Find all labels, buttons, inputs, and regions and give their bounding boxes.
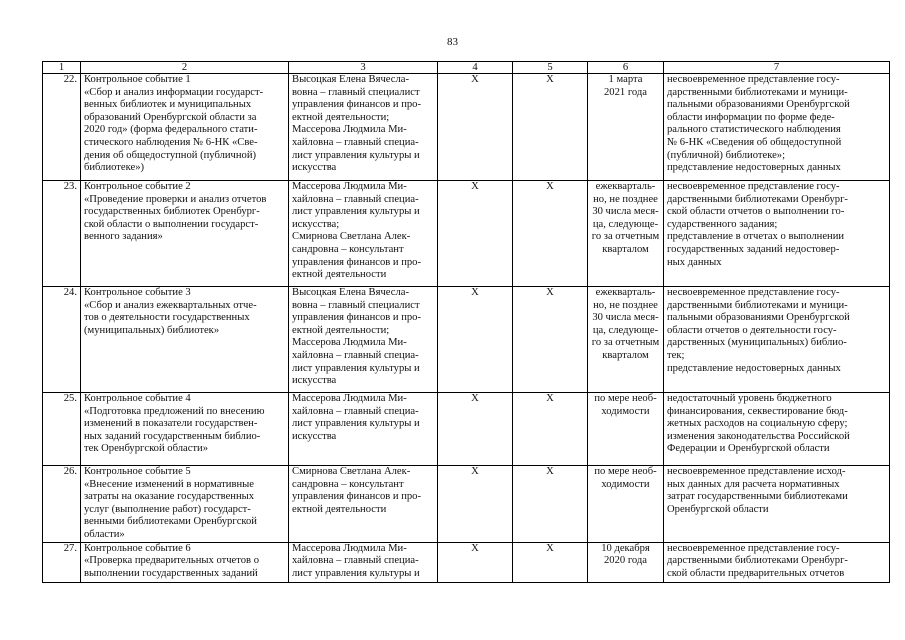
table-row <box>43 181 890 287</box>
responsible-text-line: Массерова Людмила Ми- <box>292 337 407 349</box>
event-text-line: услуг (выполнение работ) государст- <box>84 503 251 515</box>
event-cell <box>81 287 289 393</box>
col4-mark: Х <box>438 466 513 543</box>
risk-text-line: несвоевременное представление госу- <box>667 542 840 554</box>
event-text-line: «Подготовка предложений по внесению <box>84 405 265 417</box>
risk-text-line: рального статистического наблюдения <box>667 124 841 136</box>
event-text-line: Контрольное событие 1 <box>84 74 191 85</box>
responsible-text-line: вовна – главный специалист <box>292 86 420 98</box>
deadline-text-line: 30 числа меся- <box>592 206 659 218</box>
risk-cell <box>664 542 890 582</box>
deadline-cell <box>588 393 664 466</box>
event-text-line: стического наблюдения № 6-НК «Све- <box>84 136 258 148</box>
deadline-cell <box>588 466 664 543</box>
event-text-line: области» <box>84 528 125 540</box>
responsible-text-line: ектной деятельности <box>292 269 387 281</box>
responsible-cell <box>289 393 438 466</box>
risk-text-line: несвоевременное представление госу- <box>667 287 840 298</box>
header-cell: 7 <box>664 62 890 74</box>
deadline-text-line: 2020 года <box>603 555 647 567</box>
risk-text-line: тек; <box>667 349 685 361</box>
event-text-line: венного задания» <box>84 231 163 243</box>
event-text-line: (муниципальных) библиотек» <box>84 324 220 336</box>
risk-text-line: изменения законодательства Российской <box>667 430 850 442</box>
risk-text-line: ской области отчетов о выполнении го- <box>667 206 845 218</box>
deadline-text-line: 2021 года <box>603 86 647 98</box>
header-cell: 1 <box>43 62 81 74</box>
risk-text-line: ской области предварительных отчетов <box>667 567 845 579</box>
col4-mark: Х <box>438 542 513 582</box>
responsible-text-line: хайловна – главный специа- <box>292 349 419 361</box>
risk-text-line: ных данных <box>667 256 722 268</box>
risk-text-line: жетных расходов на социальную сферу; <box>667 418 848 430</box>
responsible-text-line: Массерова Людмила Ми- <box>292 393 407 404</box>
header-cell: 5 <box>513 62 588 74</box>
event-text-line: «Проверка предварительных отчетов о <box>84 555 259 567</box>
event-cell <box>81 542 289 582</box>
row-number: 24. <box>43 287 81 393</box>
col4-mark: Х <box>438 287 513 393</box>
risk-text-line: дарственными библиотеками и муници- <box>667 299 848 311</box>
risk-text-line: представление недостоверных данных <box>667 162 841 174</box>
responsible-text-line: искусства <box>292 430 337 442</box>
event-text-line: «Внесение изменений в нормативные <box>84 478 254 490</box>
deadline-text-line: ежекварталь- <box>595 287 656 298</box>
deadline-text-line: 1 марта <box>608 74 643 85</box>
risk-cell <box>664 181 890 287</box>
risk-cell <box>664 287 890 393</box>
risk-text-line: области информации по форме феде- <box>667 111 835 123</box>
responsible-text-line: лист управления культуры и <box>292 149 420 161</box>
header-cell: 4 <box>438 62 513 74</box>
risk-text-line: государственных заданий недостовер- <box>667 243 840 255</box>
col5-mark: Х <box>513 393 588 466</box>
risk-text-line: Оренбургской области <box>667 503 769 515</box>
risk-text-line: дарственных (муниципальных) библио- <box>667 337 847 349</box>
responsible-text-line: сандровна – консультант <box>292 243 404 255</box>
responsible-text-line: Массерова Людмила Ми- <box>292 542 407 554</box>
event-text-line: библиотеке») <box>84 162 145 174</box>
deadline-text-line: ежекварталь- <box>595 181 656 192</box>
event-text-line: тов о деятельности государственных <box>84 312 250 324</box>
table-row <box>43 466 890 543</box>
event-text-line: 2020 год» (форма федерального стати- <box>84 124 258 136</box>
deadline-text-line: но, не позднее <box>593 299 658 311</box>
responsible-text-line: Массерова Людмила Ми- <box>292 181 407 192</box>
event-text-line: тек Оренбургской области» <box>84 443 209 455</box>
deadline-text-line: 30 числа меся- <box>592 312 659 324</box>
responsible-cell <box>289 74 438 181</box>
risk-text-line: затрат государственными библиотеками <box>667 491 848 503</box>
risk-cell <box>664 74 890 181</box>
header-cell: 3 <box>289 62 438 74</box>
event-cell <box>81 393 289 466</box>
deadline-cell <box>588 287 664 393</box>
responsible-cell <box>289 466 438 543</box>
table-row <box>43 287 890 393</box>
risk-text-line: сударственного задания; <box>667 218 778 230</box>
risk-text-line: (публичной) библиотеке»; <box>667 149 786 161</box>
event-text-line: дения об общедоступной (публичной) <box>84 149 257 161</box>
risk-text-line: ных данных для расчета нормативных <box>667 478 840 490</box>
deadline-cell <box>588 542 664 582</box>
risk-text-line: пальными образованиями Оренбургской <box>667 99 850 111</box>
col5-mark: Х <box>513 287 588 393</box>
responsible-text-line: Массерова Людмила Ми- <box>292 124 407 136</box>
event-text-line: венными библиотеками Оренбургской <box>84 516 257 528</box>
risk-text-line: финансирования, секвестирование бюд- <box>667 405 848 417</box>
risk-text-line: недостаточный уровень бюджетного <box>667 393 832 404</box>
deadline-text-line: по мере необ- <box>594 393 657 404</box>
risk-cell <box>664 466 890 543</box>
responsible-text-line: управления финансов и про- <box>292 256 422 268</box>
deadline-text-line: ца, следующе- <box>592 324 659 336</box>
deadline-text-line: ца, следующе- <box>592 218 659 230</box>
responsible-text-line: хайловна – главный специа- <box>292 193 419 205</box>
table-row <box>43 542 890 582</box>
responsible-text-line: управления финансов и про- <box>292 312 422 324</box>
event-text-line: выполнении государственных заданий <box>84 567 258 579</box>
deadline-cell <box>588 74 664 181</box>
row-number: 23. <box>43 181 81 287</box>
responsible-text-line: ектной деятельности <box>292 503 387 515</box>
responsible-text-line: хайловна – главный специа- <box>292 555 419 567</box>
event-text-line: ской области о выполнении государст- <box>84 218 259 230</box>
risk-text-line: дарственными библиотеками Оренбург- <box>667 555 848 567</box>
event-text-line: Контрольное событие 3 <box>84 287 191 298</box>
risk-cell <box>664 393 890 466</box>
deadline-text-line: кварталом <box>602 349 649 361</box>
responsible-text-line: искусства <box>292 375 337 387</box>
event-text-line: Контрольное событие 5 <box>84 466 191 477</box>
risk-text-line: дарственными библиотеками и муници- <box>667 86 848 98</box>
risk-text-line: несвоевременное представление госу- <box>667 74 840 85</box>
deadline-text-line: кварталом <box>602 243 649 255</box>
responsible-text-line: вовна – главный специалист <box>292 299 420 311</box>
deadline-text-line: по мере необ- <box>594 466 657 477</box>
event-cell <box>81 181 289 287</box>
event-cell <box>81 74 289 181</box>
responsible-text-line: хайловна – главный специа- <box>292 405 419 417</box>
row-number: 26. <box>43 466 81 543</box>
responsible-text-line: Смирнова Светлана Алек- <box>292 231 411 243</box>
responsible-cell <box>289 287 438 393</box>
responsible-text-line: сандровна – консультант <box>292 478 404 490</box>
control-events-table <box>42 61 890 583</box>
risk-text-line: представление недостоверных данных <box>667 362 841 374</box>
risk-text-line: представление в отчетах о выполнении <box>667 231 845 243</box>
deadline-text-line: но, не позднее <box>593 193 658 205</box>
deadline-text-line: го за отчетным <box>591 231 660 243</box>
col5-mark: Х <box>513 74 588 181</box>
responsible-text-line: хайловна – главный специа- <box>292 136 419 148</box>
table-row <box>43 393 890 466</box>
responsible-text-line: Высоцкая Елена Вячесла- <box>292 287 409 298</box>
row-number: 25. <box>43 393 81 466</box>
risk-text-line: области отчетов о деятельности госу- <box>667 324 837 336</box>
responsible-cell <box>289 542 438 582</box>
event-text-line: затраты на оказание государственных <box>84 491 255 503</box>
responsible-text-line: управления финансов и про- <box>292 99 422 111</box>
event-text-line: ных заданий государственным библио- <box>84 430 261 442</box>
event-text-line: «Сбор и анализ информации государст- <box>84 86 264 98</box>
header-row <box>43 62 890 74</box>
col5-mark: Х <box>513 466 588 543</box>
responsible-text-line: ектной деятельности; <box>292 111 390 123</box>
responsible-text-line: ектной деятельности; <box>292 324 390 336</box>
event-text-line: изменений в показатели государствен- <box>84 418 258 430</box>
responsible-text-line: лист управления культуры и <box>292 418 420 430</box>
deadline-cell <box>588 181 664 287</box>
deadline-text-line: ходимости <box>601 478 650 490</box>
event-text-line: Контрольное событие 4 <box>84 393 191 404</box>
responsible-text-line: лист управления культуры и <box>292 567 420 579</box>
row-number: 22. <box>43 74 81 181</box>
event-cell <box>81 466 289 543</box>
event-text-line: Контрольное событие 6 <box>84 542 191 554</box>
event-text-line: «Сбор и анализ ежеквартальных отче- <box>84 299 257 311</box>
deadline-text-line: го за отчетным <box>591 337 660 349</box>
deadline-text-line: ходимости <box>601 405 650 417</box>
col4-mark: Х <box>438 393 513 466</box>
risk-text-line: № 6-НК «Сведения об общедоступной <box>667 136 842 148</box>
row-number: 27. <box>43 542 81 582</box>
responsible-cell <box>289 181 438 287</box>
responsible-text-line: Высоцкая Елена Вячесла- <box>292 74 409 85</box>
event-text-line: образований Оренбургской области за <box>84 111 257 123</box>
event-text-line: государственных библиотек Оренбург- <box>84 206 260 218</box>
responsible-text-line: Смирнова Светлана Алек- <box>292 466 411 477</box>
risk-text-line: Федерации и Оренбургской области <box>667 443 830 455</box>
responsible-text-line: искусства; <box>292 218 340 230</box>
col4-mark: Х <box>438 181 513 287</box>
risk-text-line: пальными образованиями Оренбургской <box>667 312 850 324</box>
risk-text-line: дарственными библиотеками Оренбург- <box>667 193 848 205</box>
event-text-line: «Проведение проверки и анализ отчетов <box>84 193 267 205</box>
risk-text-line: несвоевременное представление госу- <box>667 181 840 192</box>
responsible-text-line: искусства <box>292 162 337 174</box>
responsible-text-line: управления финансов и про- <box>292 491 422 503</box>
event-text-line: венных библиотек и муниципальных <box>84 99 252 111</box>
responsible-text-line: лист управления культуры и <box>292 362 420 374</box>
col5-mark: Х <box>513 542 588 582</box>
table-row <box>43 74 890 181</box>
header-cell: 2 <box>81 62 289 74</box>
col4-mark: Х <box>438 74 513 181</box>
col5-mark: Х <box>513 181 588 287</box>
responsible-text-line: лист управления культуры и <box>292 206 420 218</box>
header-cell: 6 <box>588 62 664 74</box>
page-number: 83 <box>447 36 458 48</box>
risk-text-line: несвоевременное представление исход- <box>667 466 846 477</box>
event-text-line: Контрольное событие 2 <box>84 181 191 192</box>
deadline-text-line: 10 декабря <box>601 542 650 554</box>
